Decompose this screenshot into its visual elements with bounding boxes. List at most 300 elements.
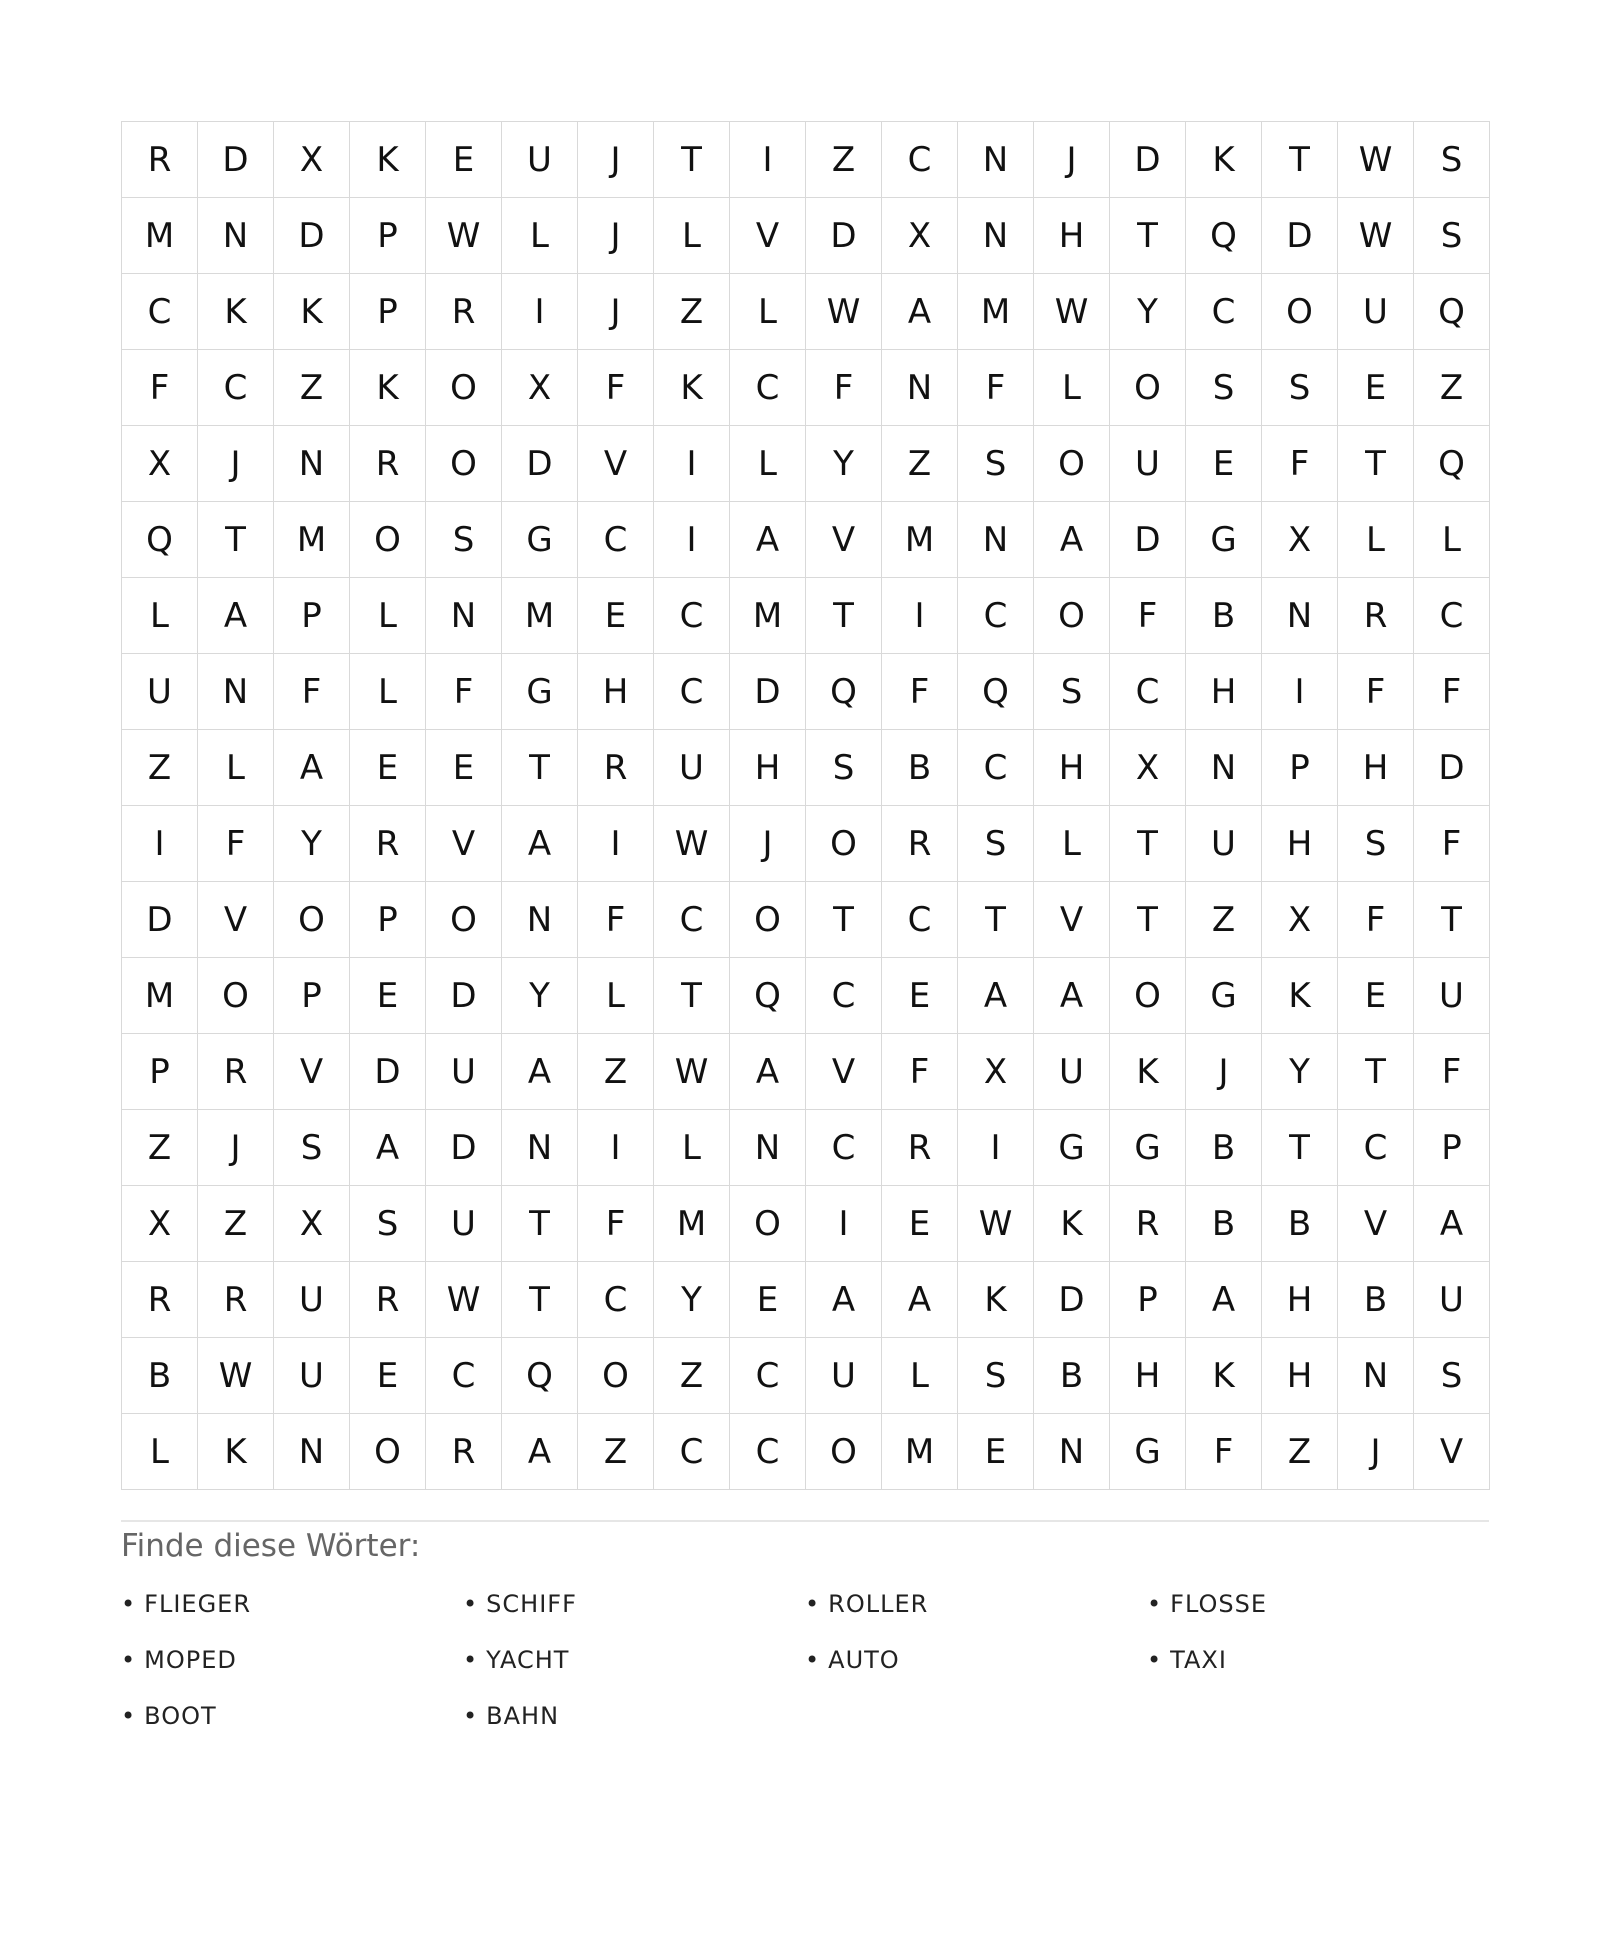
- grid-cell[interactable]: Y: [502, 958, 578, 1034]
- grid-cell[interactable]: D: [426, 958, 502, 1034]
- grid-cell[interactable]: O: [1034, 578, 1110, 654]
- grid-cell[interactable]: A: [502, 1414, 578, 1490]
- grid-cell[interactable]: Z: [1414, 350, 1490, 426]
- grid-cell[interactable]: M: [502, 578, 578, 654]
- grid-cell[interactable]: M: [882, 502, 958, 578]
- grid-cell[interactable]: P: [350, 274, 426, 350]
- grid-cell[interactable]: C: [1338, 1110, 1414, 1186]
- grid-cell[interactable]: X: [1262, 882, 1338, 958]
- grid-cell[interactable]: Y: [1110, 274, 1186, 350]
- grid-cell[interactable]: W: [806, 274, 882, 350]
- grid-cell[interactable]: N: [958, 198, 1034, 274]
- grid-cell[interactable]: A: [502, 1034, 578, 1110]
- grid-cell[interactable]: C: [654, 1414, 730, 1490]
- grid-cell[interactable]: D: [502, 426, 578, 502]
- grid-cell[interactable]: D: [1110, 122, 1186, 198]
- grid-cell[interactable]: A: [350, 1110, 426, 1186]
- grid-cell[interactable]: J: [1034, 122, 1110, 198]
- grid-cell[interactable]: K: [198, 1414, 274, 1490]
- grid-cell[interactable]: B: [1186, 578, 1262, 654]
- grid-cell[interactable]: H: [1034, 198, 1110, 274]
- grid-cell[interactable]: R: [350, 806, 426, 882]
- grid-cell[interactable]: K: [1110, 1034, 1186, 1110]
- grid-cell[interactable]: N: [426, 578, 502, 654]
- grid-cell[interactable]: T: [1338, 1034, 1414, 1110]
- grid-cell[interactable]: C: [806, 1110, 882, 1186]
- grid-cell[interactable]: S: [958, 426, 1034, 502]
- grid-cell[interactable]: M: [882, 1414, 958, 1490]
- grid-cell[interactable]: C: [654, 654, 730, 730]
- grid-cell[interactable]: C: [958, 730, 1034, 806]
- grid-cell[interactable]: L: [1414, 502, 1490, 578]
- grid-cell[interactable]: X: [958, 1034, 1034, 1110]
- grid-cell[interactable]: C: [654, 578, 730, 654]
- grid-cell[interactable]: F: [1414, 1034, 1490, 1110]
- grid-cell[interactable]: O: [350, 1414, 426, 1490]
- grid-cell[interactable]: W: [426, 1262, 502, 1338]
- grid-cell[interactable]: O: [730, 1186, 806, 1262]
- grid-cell[interactable]: F: [1262, 426, 1338, 502]
- grid-cell[interactable]: A: [806, 1262, 882, 1338]
- grid-cell[interactable]: R: [350, 1262, 426, 1338]
- grid-cell[interactable]: D: [350, 1034, 426, 1110]
- grid-cell[interactable]: V: [806, 1034, 882, 1110]
- grid-cell[interactable]: C: [730, 1414, 806, 1490]
- grid-cell[interactable]: P: [350, 198, 426, 274]
- grid-cell[interactable]: E: [882, 1186, 958, 1262]
- grid-cell[interactable]: O: [426, 882, 502, 958]
- grid-cell[interactable]: U: [274, 1262, 350, 1338]
- grid-cell[interactable]: U: [426, 1034, 502, 1110]
- grid-cell[interactable]: Z: [578, 1414, 654, 1490]
- grid-cell[interactable]: K: [274, 274, 350, 350]
- grid-cell[interactable]: A: [1034, 502, 1110, 578]
- grid-cell[interactable]: O: [426, 426, 502, 502]
- grid-cell[interactable]: C: [426, 1338, 502, 1414]
- grid-cell[interactable]: E: [1186, 426, 1262, 502]
- grid-cell[interactable]: A: [882, 274, 958, 350]
- grid-cell[interactable]: F: [274, 654, 350, 730]
- grid-cell[interactable]: I: [806, 1186, 882, 1262]
- grid-cell[interactable]: Z: [1262, 1414, 1338, 1490]
- grid-cell[interactable]: U: [806, 1338, 882, 1414]
- grid-cell[interactable]: Q: [502, 1338, 578, 1414]
- grid-cell[interactable]: R: [1110, 1186, 1186, 1262]
- grid-cell[interactable]: U: [274, 1338, 350, 1414]
- grid-cell[interactable]: I: [502, 274, 578, 350]
- grid-cell[interactable]: K: [1186, 122, 1262, 198]
- grid-cell[interactable]: E: [426, 730, 502, 806]
- grid-cell[interactable]: E: [426, 122, 502, 198]
- grid-cell[interactable]: A: [274, 730, 350, 806]
- grid-cell[interactable]: J: [1186, 1034, 1262, 1110]
- grid-cell[interactable]: W: [1338, 122, 1414, 198]
- grid-cell[interactable]: Z: [578, 1034, 654, 1110]
- grid-cell[interactable]: K: [198, 274, 274, 350]
- grid-cell[interactable]: C: [198, 350, 274, 426]
- grid-cell[interactable]: L: [198, 730, 274, 806]
- grid-cell[interactable]: M: [654, 1186, 730, 1262]
- grid-cell[interactable]: D: [1110, 502, 1186, 578]
- grid-cell[interactable]: R: [578, 730, 654, 806]
- grid-cell[interactable]: V: [1414, 1414, 1490, 1490]
- grid-cell[interactable]: B: [1262, 1186, 1338, 1262]
- grid-cell[interactable]: C: [958, 578, 1034, 654]
- grid-cell[interactable]: K: [1186, 1338, 1262, 1414]
- grid-cell[interactable]: C: [1186, 274, 1262, 350]
- grid-cell[interactable]: U: [1110, 426, 1186, 502]
- grid-cell[interactable]: H: [1262, 806, 1338, 882]
- grid-cell[interactable]: V: [274, 1034, 350, 1110]
- grid-cell[interactable]: C: [578, 502, 654, 578]
- grid-cell[interactable]: U: [122, 654, 198, 730]
- grid-cell[interactable]: F: [1186, 1414, 1262, 1490]
- grid-cell[interactable]: L: [882, 1338, 958, 1414]
- grid-cell[interactable]: V: [806, 502, 882, 578]
- grid-cell[interactable]: H: [1338, 730, 1414, 806]
- grid-cell[interactable]: Q: [1414, 274, 1490, 350]
- grid-cell[interactable]: N: [502, 882, 578, 958]
- grid-cell[interactable]: N: [958, 502, 1034, 578]
- grid-cell[interactable]: T: [502, 1186, 578, 1262]
- grid-cell[interactable]: K: [1034, 1186, 1110, 1262]
- grid-cell[interactable]: X: [502, 350, 578, 426]
- grid-cell[interactable]: F: [1338, 882, 1414, 958]
- grid-cell[interactable]: B: [122, 1338, 198, 1414]
- grid-cell[interactable]: R: [198, 1034, 274, 1110]
- grid-cell[interactable]: N: [730, 1110, 806, 1186]
- grid-cell[interactable]: P: [1110, 1262, 1186, 1338]
- grid-cell[interactable]: O: [730, 882, 806, 958]
- grid-cell[interactable]: A: [958, 958, 1034, 1034]
- grid-cell[interactable]: Q: [730, 958, 806, 1034]
- grid-cell[interactable]: F: [1414, 806, 1490, 882]
- grid-cell[interactable]: C: [806, 958, 882, 1034]
- grid-cell[interactable]: C: [730, 1338, 806, 1414]
- grid-cell[interactable]: G: [502, 502, 578, 578]
- grid-cell[interactable]: U: [502, 122, 578, 198]
- grid-cell[interactable]: L: [1034, 350, 1110, 426]
- grid-cell[interactable]: T: [1262, 122, 1338, 198]
- grid-cell[interactable]: O: [426, 350, 502, 426]
- grid-cell[interactable]: A: [1186, 1262, 1262, 1338]
- grid-cell[interactable]: K: [1262, 958, 1338, 1034]
- grid-cell[interactable]: V: [1034, 882, 1110, 958]
- grid-cell[interactable]: Q: [958, 654, 1034, 730]
- grid-cell[interactable]: X: [274, 1186, 350, 1262]
- grid-cell[interactable]: S: [1186, 350, 1262, 426]
- grid-cell[interactable]: V: [198, 882, 274, 958]
- grid-cell[interactable]: N: [1186, 730, 1262, 806]
- grid-cell[interactable]: V: [426, 806, 502, 882]
- grid-cell[interactable]: I: [122, 806, 198, 882]
- grid-cell[interactable]: C: [882, 882, 958, 958]
- grid-cell[interactable]: I: [958, 1110, 1034, 1186]
- grid-cell[interactable]: L: [730, 274, 806, 350]
- grid-cell[interactable]: J: [730, 806, 806, 882]
- grid-cell[interactable]: U: [1414, 1262, 1490, 1338]
- grid-cell[interactable]: F: [578, 350, 654, 426]
- grid-cell[interactable]: D: [122, 882, 198, 958]
- grid-cell[interactable]: H: [1262, 1262, 1338, 1338]
- grid-cell[interactable]: R: [426, 274, 502, 350]
- grid-cell[interactable]: D: [1034, 1262, 1110, 1338]
- grid-cell[interactable]: F: [122, 350, 198, 426]
- grid-cell[interactable]: N: [274, 1414, 350, 1490]
- grid-cell[interactable]: N: [198, 654, 274, 730]
- grid-cell[interactable]: S: [1338, 806, 1414, 882]
- grid-cell[interactable]: M: [958, 274, 1034, 350]
- grid-cell[interactable]: G: [1110, 1110, 1186, 1186]
- grid-cell[interactable]: G: [1186, 502, 1262, 578]
- grid-cell[interactable]: F: [198, 806, 274, 882]
- grid-cell[interactable]: A: [1414, 1186, 1490, 1262]
- grid-cell[interactable]: J: [578, 122, 654, 198]
- grid-cell[interactable]: L: [654, 1110, 730, 1186]
- grid-cell[interactable]: Y: [274, 806, 350, 882]
- grid-cell[interactable]: E: [578, 578, 654, 654]
- grid-cell[interactable]: U: [1338, 274, 1414, 350]
- grid-cell[interactable]: N: [958, 122, 1034, 198]
- grid-cell[interactable]: O: [274, 882, 350, 958]
- grid-cell[interactable]: E: [1338, 958, 1414, 1034]
- grid-cell[interactable]: I: [654, 502, 730, 578]
- grid-cell[interactable]: H: [730, 730, 806, 806]
- grid-cell[interactable]: J: [578, 198, 654, 274]
- grid-cell[interactable]: T: [958, 882, 1034, 958]
- grid-cell[interactable]: F: [806, 350, 882, 426]
- grid-cell[interactable]: M: [274, 502, 350, 578]
- grid-cell[interactable]: G: [1110, 1414, 1186, 1490]
- grid-cell[interactable]: T: [806, 882, 882, 958]
- grid-cell[interactable]: D: [1262, 198, 1338, 274]
- grid-cell[interactable]: W: [654, 806, 730, 882]
- grid-cell[interactable]: P: [274, 958, 350, 1034]
- grid-cell[interactable]: T: [654, 958, 730, 1034]
- grid-cell[interactable]: I: [654, 426, 730, 502]
- grid-cell[interactable]: N: [274, 426, 350, 502]
- grid-cell[interactable]: T: [1110, 198, 1186, 274]
- grid-cell[interactable]: M: [730, 578, 806, 654]
- grid-cell[interactable]: O: [806, 1414, 882, 1490]
- grid-cell[interactable]: F: [426, 654, 502, 730]
- grid-cell[interactable]: Z: [654, 274, 730, 350]
- grid-cell[interactable]: Z: [654, 1338, 730, 1414]
- grid-cell[interactable]: W: [1034, 274, 1110, 350]
- grid-cell[interactable]: K: [350, 350, 426, 426]
- grid-cell[interactable]: I: [882, 578, 958, 654]
- grid-cell[interactable]: Q: [1186, 198, 1262, 274]
- grid-cell[interactable]: E: [350, 958, 426, 1034]
- grid-cell[interactable]: B: [882, 730, 958, 806]
- grid-cell[interactable]: M: [122, 958, 198, 1034]
- grid-cell[interactable]: Z: [882, 426, 958, 502]
- grid-cell[interactable]: W: [654, 1034, 730, 1110]
- grid-cell[interactable]: U: [1034, 1034, 1110, 1110]
- grid-cell[interactable]: B: [1186, 1186, 1262, 1262]
- grid-cell[interactable]: A: [502, 806, 578, 882]
- grid-cell[interactable]: C: [1414, 578, 1490, 654]
- grid-cell[interactable]: Y: [654, 1262, 730, 1338]
- grid-cell[interactable]: Q: [122, 502, 198, 578]
- grid-cell[interactable]: O: [1034, 426, 1110, 502]
- grid-cell[interactable]: S: [958, 806, 1034, 882]
- grid-cell[interactable]: Z: [806, 122, 882, 198]
- grid-cell[interactable]: B: [1186, 1110, 1262, 1186]
- grid-cell[interactable]: O: [1262, 274, 1338, 350]
- grid-cell[interactable]: O: [1110, 958, 1186, 1034]
- grid-cell[interactable]: O: [1110, 350, 1186, 426]
- grid-cell[interactable]: L: [122, 578, 198, 654]
- grid-cell[interactable]: T: [198, 502, 274, 578]
- grid-cell[interactable]: N: [882, 350, 958, 426]
- grid-cell[interactable]: D: [806, 198, 882, 274]
- grid-cell[interactable]: N: [502, 1110, 578, 1186]
- grid-cell[interactable]: Z: [274, 350, 350, 426]
- grid-cell[interactable]: K: [958, 1262, 1034, 1338]
- grid-cell[interactable]: P: [122, 1034, 198, 1110]
- grid-cell[interactable]: Q: [806, 654, 882, 730]
- grid-cell[interactable]: Q: [1414, 426, 1490, 502]
- grid-cell[interactable]: S: [958, 1338, 1034, 1414]
- grid-cell[interactable]: A: [730, 502, 806, 578]
- grid-cell[interactable]: S: [1414, 1338, 1490, 1414]
- grid-cell[interactable]: R: [882, 1110, 958, 1186]
- grid-cell[interactable]: T: [1262, 1110, 1338, 1186]
- grid-cell[interactable]: H: [1186, 654, 1262, 730]
- grid-cell[interactable]: P: [1414, 1110, 1490, 1186]
- grid-cell[interactable]: Y: [806, 426, 882, 502]
- grid-cell[interactable]: J: [198, 426, 274, 502]
- grid-cell[interactable]: S: [1414, 122, 1490, 198]
- grid-cell[interactable]: S: [806, 730, 882, 806]
- grid-cell[interactable]: F: [1338, 654, 1414, 730]
- grid-cell[interactable]: T: [806, 578, 882, 654]
- grid-cell[interactable]: Y: [1262, 1034, 1338, 1110]
- grid-cell[interactable]: R: [198, 1262, 274, 1338]
- grid-cell[interactable]: N: [1034, 1414, 1110, 1490]
- grid-cell[interactable]: I: [578, 1110, 654, 1186]
- grid-cell[interactable]: X: [1262, 502, 1338, 578]
- grid-cell[interactable]: E: [350, 730, 426, 806]
- grid-cell[interactable]: I: [578, 806, 654, 882]
- grid-cell[interactable]: R: [122, 122, 198, 198]
- grid-cell[interactable]: N: [1338, 1338, 1414, 1414]
- grid-cell[interactable]: L: [578, 958, 654, 1034]
- grid-cell[interactable]: L: [122, 1414, 198, 1490]
- grid-cell[interactable]: T: [1110, 806, 1186, 882]
- grid-cell[interactable]: L: [654, 198, 730, 274]
- grid-cell[interactable]: X: [122, 1186, 198, 1262]
- grid-cell[interactable]: W: [198, 1338, 274, 1414]
- grid-cell[interactable]: D: [426, 1110, 502, 1186]
- grid-cell[interactable]: J: [578, 274, 654, 350]
- grid-cell[interactable]: H: [578, 654, 654, 730]
- grid-cell[interactable]: C: [1110, 654, 1186, 730]
- grid-cell[interactable]: G: [1034, 1110, 1110, 1186]
- grid-cell[interactable]: R: [882, 806, 958, 882]
- grid-cell[interactable]: T: [502, 730, 578, 806]
- grid-cell[interactable]: R: [426, 1414, 502, 1490]
- grid-cell[interactable]: L: [502, 198, 578, 274]
- grid-cell[interactable]: C: [730, 350, 806, 426]
- grid-cell[interactable]: Z: [198, 1186, 274, 1262]
- grid-cell[interactable]: D: [198, 122, 274, 198]
- grid-cell[interactable]: D: [730, 654, 806, 730]
- grid-cell[interactable]: S: [350, 1186, 426, 1262]
- grid-cell[interactable]: O: [806, 806, 882, 882]
- grid-cell[interactable]: S: [1034, 654, 1110, 730]
- grid-cell[interactable]: H: [1034, 730, 1110, 806]
- grid-cell[interactable]: H: [1262, 1338, 1338, 1414]
- grid-cell[interactable]: Z: [122, 730, 198, 806]
- grid-cell[interactable]: O: [198, 958, 274, 1034]
- grid-cell[interactable]: V: [730, 198, 806, 274]
- grid-cell[interactable]: E: [882, 958, 958, 1034]
- grid-cell[interactable]: F: [578, 1186, 654, 1262]
- grid-cell[interactable]: E: [730, 1262, 806, 1338]
- grid-cell[interactable]: T: [1338, 426, 1414, 502]
- grid-cell[interactable]: I: [1262, 654, 1338, 730]
- grid-cell[interactable]: T: [1414, 882, 1490, 958]
- grid-cell[interactable]: A: [882, 1262, 958, 1338]
- grid-cell[interactable]: J: [1338, 1414, 1414, 1490]
- grid-cell[interactable]: K: [654, 350, 730, 426]
- grid-cell[interactable]: T: [654, 122, 730, 198]
- grid-cell[interactable]: O: [578, 1338, 654, 1414]
- grid-cell[interactable]: U: [654, 730, 730, 806]
- grid-cell[interactable]: G: [502, 654, 578, 730]
- grid-cell[interactable]: D: [274, 198, 350, 274]
- grid-cell[interactable]: O: [350, 502, 426, 578]
- grid-cell[interactable]: C: [578, 1262, 654, 1338]
- grid-cell[interactable]: F: [578, 882, 654, 958]
- grid-cell[interactable]: X: [1110, 730, 1186, 806]
- grid-cell[interactable]: W: [958, 1186, 1034, 1262]
- grid-cell[interactable]: A: [198, 578, 274, 654]
- grid-cell[interactable]: P: [274, 578, 350, 654]
- grid-cell[interactable]: F: [1414, 654, 1490, 730]
- grid-cell[interactable]: W: [426, 198, 502, 274]
- grid-cell[interactable]: G: [1186, 958, 1262, 1034]
- grid-cell[interactable]: V: [578, 426, 654, 502]
- grid-cell[interactable]: K: [350, 122, 426, 198]
- grid-cell[interactable]: C: [654, 882, 730, 958]
- grid-cell[interactable]: S: [426, 502, 502, 578]
- grid-cell[interactable]: C: [122, 274, 198, 350]
- grid-cell[interactable]: E: [350, 1338, 426, 1414]
- grid-cell[interactable]: P: [350, 882, 426, 958]
- grid-cell[interactable]: Z: [1186, 882, 1262, 958]
- grid-cell[interactable]: X: [274, 122, 350, 198]
- grid-cell[interactable]: S: [274, 1110, 350, 1186]
- grid-cell[interactable]: U: [1414, 958, 1490, 1034]
- grid-cell[interactable]: A: [1034, 958, 1110, 1034]
- grid-cell[interactable]: L: [1338, 502, 1414, 578]
- grid-cell[interactable]: L: [730, 426, 806, 502]
- grid-cell[interactable]: V: [1338, 1186, 1414, 1262]
- grid-cell[interactable]: M: [122, 198, 198, 274]
- grid-cell[interactable]: L: [350, 654, 426, 730]
- grid-cell[interactable]: F: [882, 1034, 958, 1110]
- grid-cell[interactable]: R: [1338, 578, 1414, 654]
- grid-cell[interactable]: E: [1338, 350, 1414, 426]
- grid-cell[interactable]: H: [1110, 1338, 1186, 1414]
- grid-cell[interactable]: B: [1338, 1262, 1414, 1338]
- grid-cell[interactable]: R: [350, 426, 426, 502]
- grid-cell[interactable]: C: [882, 122, 958, 198]
- grid-cell[interactable]: U: [426, 1186, 502, 1262]
